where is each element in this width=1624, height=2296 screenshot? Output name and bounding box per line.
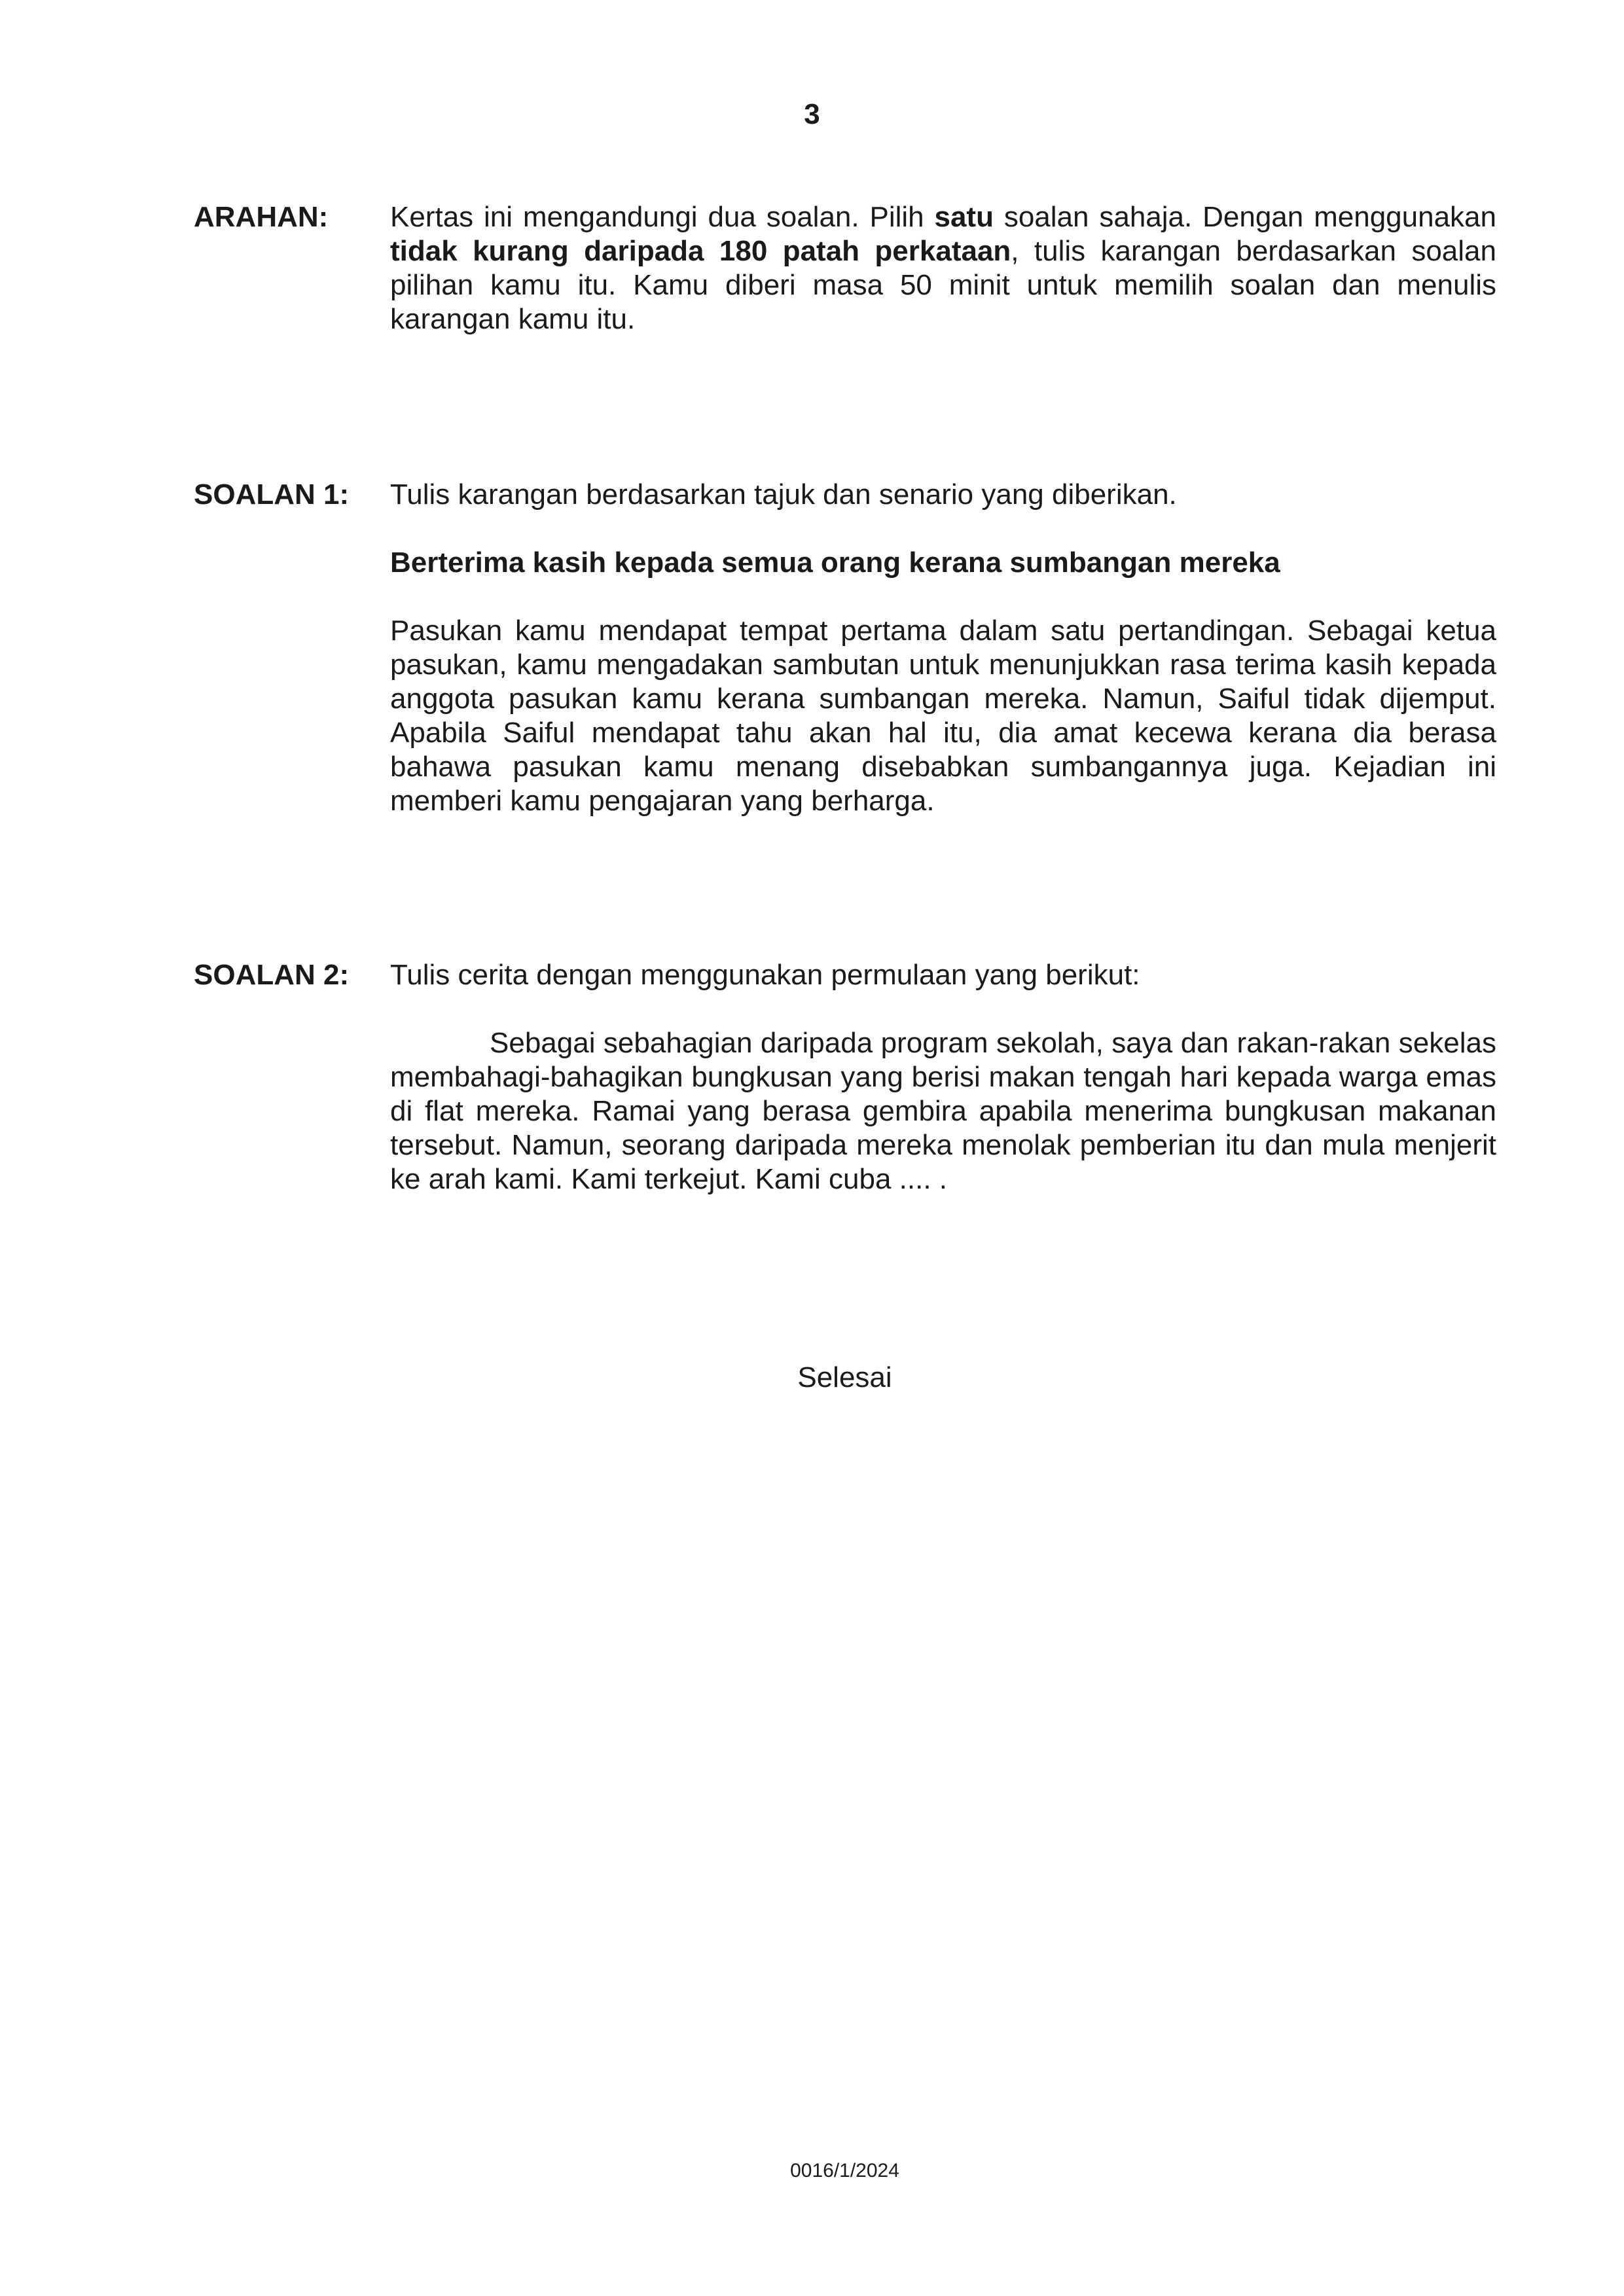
instructions-bold-word-count: tidak kurang daripada 180 patah perkataan [390,235,1011,267]
question-2-content [390,958,1496,1196]
end-marker: Selesai [797,1361,892,1393]
page-number: 3 [804,98,820,130]
instructions-text-part-3: , tulis karangan berdasarkan soalan pilihan kamu itu. Kamu diberi masa 50 minit untuk memilih soalan dan menulis karangan kamu itu. [390,235,1496,335]
instructions-text-part-2: soalan sahaja. Dengan menggunakan [993,201,1496,233]
question-1-title: Berterima kasih kepada semua orang kerana sumbangan mereka [390,547,1280,579]
instructions-text [390,200,1496,336]
question-2-opening: Sebagai sebahagian daripada program sekolah, saya dan rakan-rakan sekelas membahagi-bahagikan bungkusan yang berisi makan tengah hari kepada warga emas di flat mereka. Ramai yang berasa gembira apabila menerima bungkusan makanan tersebut. Namun, seorang daripada mereka menolak pemberian itu dan mula menjerit ke arah kami. Kami terkejut. Kami cuba .... . [390,1027,1496,1195]
question-1-label: SOALAN 1: [194,478,350,511]
instructions-bold-choice: satu [934,201,994,233]
instructions-label: ARAHAN: [194,201,329,233]
question-1-instruction: Tulis karangan berdasarkan tajuk dan senario yang diberikan. [390,478,1177,511]
question-1-scenario: Pasukan kamu mendapat tempat pertama dalam satu pertandingan. Sebagai ketua pasukan, kamu mengadakan sambutan untuk menunjukkan rasa terima kasih kepada anggota pasukan kamu kerana sumbangan mereka. Namun, Saiful tidak dijemput. Apabila Saiful mendapat tahu akan hal itu, dia amat kecewa kerana dia berasa bahawa pasukan kamu menang disebabkan sumbangannya juga. Kejadian ini memberi kamu pengajaran yang berharga. [390,615,1496,817]
question-2-label: SOALAN 2: [194,959,350,991]
question-1-content [390,478,1496,818]
paper-code: 0016/1/2024 [790,2160,899,2181]
question-2-instruction: Tulis cerita dengan menggunakan permulaan yang berikut: [390,959,1140,991]
instructions-content [390,200,1496,336]
instructions-text-part-1: Kertas ini mengandungi dua soalan. Pilih [390,201,935,233]
